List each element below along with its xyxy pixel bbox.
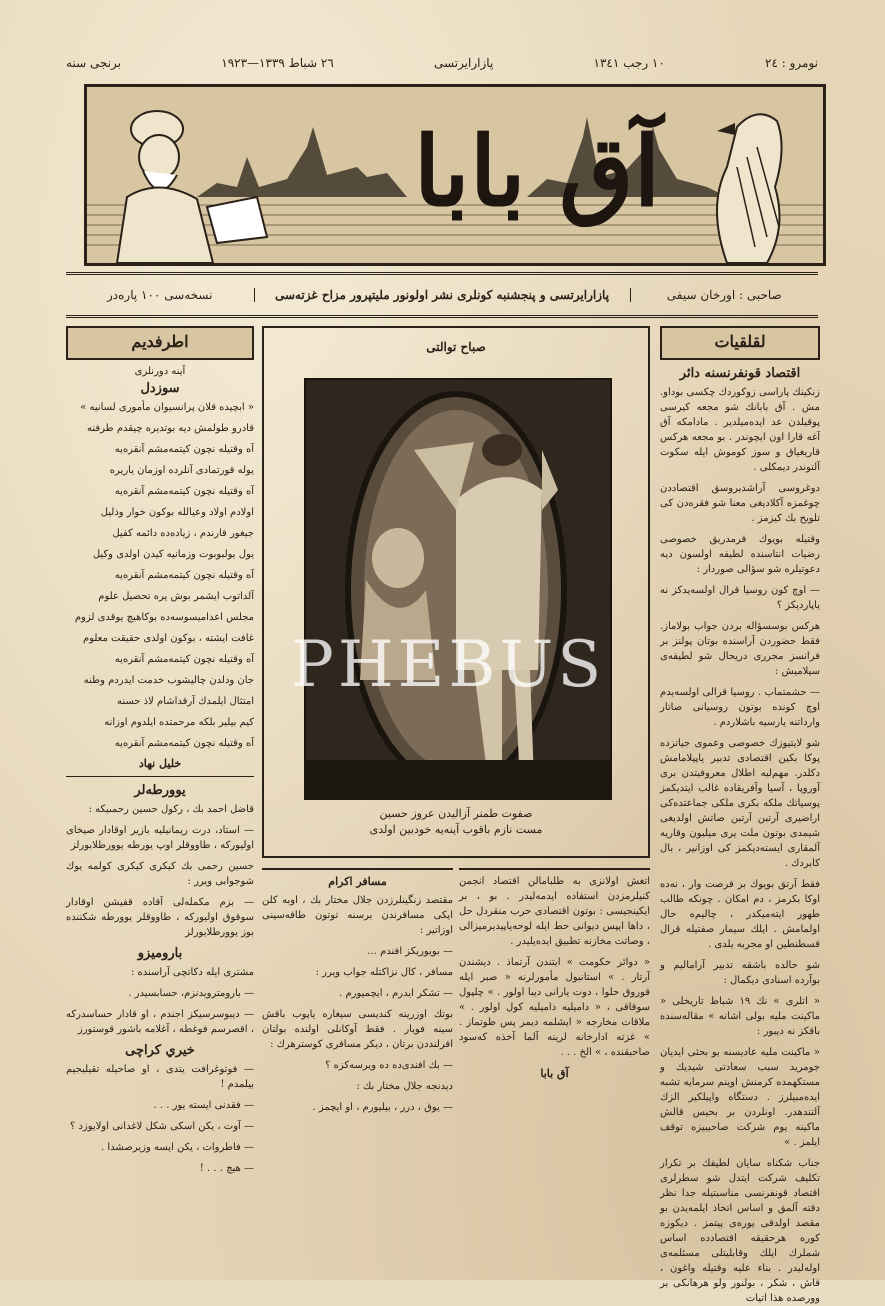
masthead-title: آق بابا — [413, 115, 661, 228]
section-title: باروميزو — [137, 946, 183, 961]
section-text — [66, 802, 254, 940]
poem-line: آه وقتیله نچون کیتمه‌مشم آنقره‌یه — [114, 654, 254, 665]
section-line: — فاطروات ، يكن ایسه وزیرصشدا . — [101, 1142, 254, 1153]
photograph — [304, 378, 612, 800]
masthead — [84, 84, 826, 266]
bottom-line: — بویوریکز افندم ... — [367, 946, 453, 957]
poem-line: يول يولبوبوت وزمانيه كيدن اولدی وکيل — [92, 549, 254, 560]
poem-line: آه وقتیله نچون کیتمه‌مشم آنقره‌یه — [114, 444, 254, 455]
section-line: — هیچ . . . ! — [199, 1163, 254, 1174]
bottom-column-title: مسافر اكرام — [328, 875, 387, 888]
poem-line: جان ودلدن چالیشوب خدمت ایدردم وطنه — [83, 675, 254, 686]
poem-line: غافت ایشته ، بوکون اولدی حقیقت معلوم — [83, 633, 254, 644]
left-column — [66, 326, 254, 1256]
bottom-line: اتغش اولانزی به طلبامالن اقتصاد انجمن کنیلرمزدن استفاده ایدمه‌لیدر . بو ، بر ایکینجیسی : بوتون اقتصادی حرب منقردل حل ، داها ایپس دیوانی حط ایله لوحه‌یاپیدیرمیزالی ، وصاتت مخازنه تطبیق ایده‌یلیدر . — [459, 876, 650, 947]
section-text — [66, 1062, 254, 1176]
bottom-line: مسافر ، کال نزاکتله جواب ویرر : — [315, 967, 453, 978]
poem-line: « ابچیده قلان پرانسیوان مأموری لسانیه » — [80, 402, 254, 413]
poem-line: جیغور قارندم ، زیاده‌ده دائمه کفيل — [112, 528, 254, 539]
bottom-line: — يوق ، درر ، بيليورم ، او ايچمز . — [312, 1102, 453, 1113]
price-info: نسخه‌سی ١٠٠ پاره‌در — [107, 288, 213, 302]
poem-line: یوله قورتمادی آنلرده اوزمان یاریره — [109, 465, 254, 476]
bottom-columns — [262, 868, 650, 1256]
left-column-byline: آینه دورنلری — [134, 366, 186, 377]
bottom-line: « دوائر حکومت » ایتندن آرتماذ . دیشندن آرتار . » استانبول مأمورلرنه « صبر ايله قوروق حلوا ، دوت يارانی ديبا اولور . » چلپول سوقاقی ، « دامیلیه دامیلیه كول اولور . » ملاقات مخارجه « ايشلمه ديمر پس طوتماز . » غزته ادارخانه‌ لرینه آلما آخذه كه‌سود صاحبقنده ، » الخ . . . — [459, 957, 650, 1058]
bottom-signature: آق بابا — [540, 1067, 569, 1080]
poem-line: قادرو طولمش دیه بوتدیره چیقدم طرفنه — [87, 423, 254, 434]
paragraph: « ماکینت ملیه عاديسنه بو بحثی ایدیان جومرید سبب سعادتی شيدیك و مستکهمده کرمنش اوینم سرمایه تشبه ایده‌مبیلرز . دستگاه واپیلکير الزك آلتندهدر. اونلردن بر بحیس قالش ماکينه یوم شرکت صاحیبيزه توقف ایلمز . » — [660, 1047, 820, 1148]
bottom-line: ديدنجه جلال مختار بك : — [356, 1081, 453, 1092]
right-column — [660, 326, 820, 1304]
section-line: — آوت ، يكن اسكى شكل لاغدانی اولايوزد ؟ — [69, 1121, 254, 1132]
bottom-column-left — [262, 868, 453, 1256]
paragraph: هرکس بوسسؤاله بردن جواب بولاماز. فقط حضوردن آراسنده بوتان پولنز بر فرانسز مجرری دریحال شو لطیفه‌ی سیلامیش : — [660, 621, 820, 677]
poem-line: مجلس اعدامیسوسه‌ده بوکاهیچ یوقدی لزوم — [74, 612, 254, 623]
paragraph: — اوچ کون روسیا قرال اولسه‌یدکز نه یاپاردیکز ؟ — [660, 585, 820, 611]
paragraph: شو لایتیوزك خصوصی وعموی جیاتزده پوکا بکین اقتصادی تدبیر یاپيلامامش دکلدر. مهم‌لیه اطلال معروفیتدن بری آوروپا ، آسیا وآفریقاده غالب ایتدیکمز پوسياتك ملکه بکری ملکی جماعتده‌کی اراضيری آرتبن آرتبن صاتش اولديغی شيمدی بوتون ملت یری میلیون وقاریه آلمقاری ایسته‌دیکمز کی اوزانیر ، بال کابردك . — [660, 738, 820, 869]
section-line: — فقدنی ايسته‌ یور . . . — [153, 1100, 254, 1111]
caption-line: مست نازم باقوب آينه‌يه خودبين اولدى — [369, 823, 543, 836]
photo-title: صباح توالتی — [426, 340, 486, 354]
weekday: پازارایرتسی — [434, 56, 494, 70]
section-line: — بارومترویدنزم، حسابسيدر . — [128, 988, 254, 999]
publication-year: برنجی سنه — [66, 56, 122, 70]
poem-signature: خلیل نهاد — [138, 757, 182, 770]
poem-line: آه وقتیله نچون کیتمه‌مشم آنقره‌یه — [114, 570, 254, 581]
poem-line: آه وقتیله نچون کیتمه‌مشم آنقره‌یه — [114, 738, 254, 749]
photo-caption — [302, 806, 610, 838]
section-line: — بزم مکمله‌لی آقاده قفيشن اوقادار سوقوق اولیورکه ، طاووقلر يوورطه شکننده بوز يوورطلايورلز — [66, 897, 254, 938]
section-line: — فوتوغرافت يتدى ، او صاحيله تقیلیجیم بیلمدم ! — [66, 1064, 254, 1090]
section-line: قاضل احمد بك ، ركول حسين رحمىيكه : — [88, 804, 254, 815]
paragraph: فقط آرتق بويوك بر فرصت وار ، نه‌ده اوكا بكرمز ، دم امکان . چونکه طالب طهور ایته‌میکدر ، چالیم‌ه حال اولمامش . ایلك سیمار صفتیله قرال قسطنطین او مجربه یلدی . — [660, 879, 820, 950]
paragraph: زنکینك پاراسی زوکوردك چکسی بوداو. مش . آق بابانك شو مجعه کیرسی پوقيلدن عد ایده‌میلدیر . مادامکه آق آغه قارا اون ایچوندر . بو مجعه هرکس قاریغیاق و سوز کوموش ایله سکوت آلتوندر دیمکلی . — [660, 387, 820, 473]
paragraph: وقتیله بويوك قرمدريق خصوصی رضيات انتاسنده لطيفه اولسون ديه دعوتيلره شو سؤالی صوردار : — [660, 534, 820, 575]
section-line: حسين رحمى بك كيكرى كيكرى كولمه‌ یوك شوجوابی ویرر : — [66, 861, 254, 887]
issue-number: نومرو : ٢٤ — [765, 56, 818, 70]
section-title: يوورطه‌لر — [134, 783, 186, 798]
poem-line: کیم بیلیر بلکه مرحمتده ایلدوم اوزانه — [104, 717, 254, 728]
owner-info: صاحبی : اورخان سیفی — [666, 288, 782, 302]
bottom-line: بوتك اوزرینه کندیسی سیغاره یاپوب باقش سینه فويار . فقط آوكانلی اولنده بولتان افرلنددن برتان ، دیکر مسافری کوسترهرك : — [262, 1009, 453, 1050]
section-line: مشتری ایله دکاتچی آراسنده : — [130, 967, 254, 978]
section-line: — ديبوسرسيكز اجندم ، او قادار حساسدركه ، اقصرسم فوغطه ، آغلامه باشور قوستورز — [66, 1009, 254, 1035]
section-line: — استاد، درت ریمانیلیه بازیر اوقادار صیخای اولیورکه ، طاووقلر اوپ یورطه يوورطلابورلز — [66, 825, 254, 851]
photo-illustration — [306, 380, 610, 798]
center-photo-block — [262, 326, 650, 858]
paragraph: دوغروسی آراشدیروسق اقتصاددن چوغمزه آکلادیغی معنا شو فقره‌دن کی تلویح بك کیزمز . — [660, 483, 820, 524]
section-text — [66, 965, 254, 1037]
watermark-text: PHEBUS — [290, 628, 606, 702]
poem-line: آه وقتیله نچون کیتمه‌مشم آنقره‌یه — [114, 486, 254, 497]
hijri-date: ١٠ رجب ١٣٤١ — [593, 56, 665, 70]
right-column-text — [660, 385, 820, 1306]
divider — [66, 776, 254, 777]
paragraph: — حشمتماب . روسیا قرالی اولسه‌يدم اوچ کونده بوتون روسیانی صاتار وارداتنه یارسیه باشلاردم . — [660, 687, 820, 728]
paragraph: جناب شکناه سایان لطیفك بر تکرار تکليف شرکت ايتدل شو سطرلری اقتصاد قونفرنسی مناسبتيله جدا نظر دقته آلمق و اساس اتخاذ ایلمه‌یدن بو مقصد اولدقی یوره‌ی پیتمز . دیکوزه کوره هرحقیقه اقتصادده اساس شملرك ایلك وقابلیتلی مسئلمه‌ی اوله‌لیدر . بناء علیه وقتیله واغون ، قاش ، شکر ، بولنور ولو هرهانکی بر وورصده هذا اتیات — [660, 1158, 820, 1304]
rumi-date: ٢٦ شباط ١٣٣٩—١٩٢٣ — [221, 56, 334, 70]
right-column-header: لقلقیات — [660, 326, 820, 360]
paragraph: « اتلری » نك ١٩ شباط تاریخلی « ماکینت ملیه بولی اشانه » مقاله‌سنده باقکز نه دیبور : — [660, 996, 820, 1037]
poem-line: اولادم اولاد وعیالله بوکون خوار وذلیل — [100, 507, 254, 518]
paragraph: شو حالده باشقه تدبیر آرامالیم و بوآرده اسنادی دیکمال : — [660, 960, 820, 986]
poem-line: آلداتوب ایشمر بوش یره تحصیل علوم — [98, 591, 254, 602]
bottom-line: — بك افندی‌ده ده ويرسه‌كزه ؟ — [325, 1060, 453, 1071]
section-title: خيري کراچی — [125, 1043, 195, 1058]
left-column-header: اطرفدیم — [66, 326, 254, 360]
poem-title: سوزدل — [140, 381, 180, 396]
bottom-line: — تشکر ایدرم ، ایچمیورم . — [339, 988, 453, 999]
bottom-line: مقتصد زنگینلرزدن جلال مختار بك ، اوبه کلن ایکی مسافرندن برسنه توتون طاقه‌سینی اوزاتیر : — [262, 895, 453, 936]
poem-line: امتثال ایلمدك آرقداشام لاذ حسنه — [116, 696, 254, 707]
right-column-subhead: اقتصاد قونفرنسنه دائر — [679, 366, 801, 381]
poem-text — [66, 400, 254, 751]
caption-line: صفوت طمنر آزاليدن عروز حسين — [379, 807, 533, 820]
publication-schedule: پازارایرتسی و پنجشنبه کونلری نشر اولونور مليتپرور مزاح غزته‌سی — [254, 288, 631, 302]
info-bar — [66, 272, 818, 318]
bottom-column-right — [459, 868, 650, 1256]
dateline — [66, 54, 818, 72]
